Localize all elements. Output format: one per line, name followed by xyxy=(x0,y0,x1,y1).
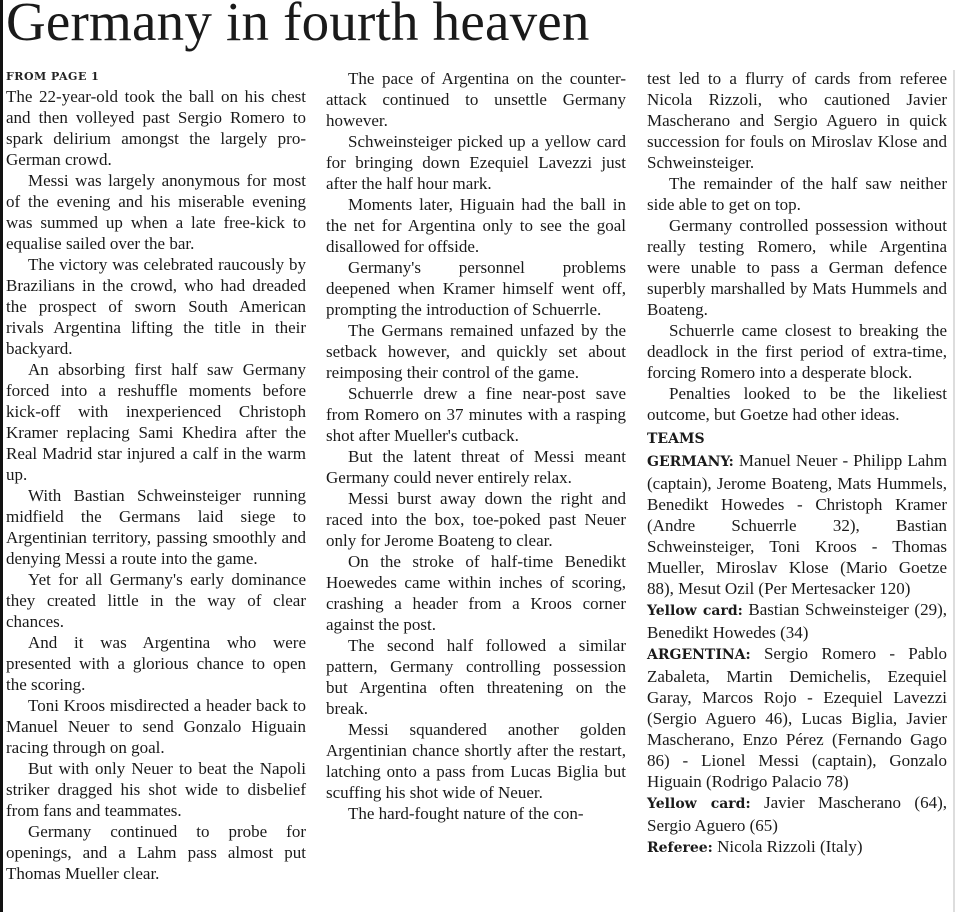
paragraph: The 22-year-old took the ball on his chest and then volleyed past Sergio Romero to spark delirium amongst the largely pro-German crowd. xyxy=(6,87,306,169)
paragraph: And it was Argentina who were presented with a glorious chance to open the scoring. xyxy=(6,633,306,694)
paragraph: Toni Kroos misdirected a header back to Manuel Neuer to send Gonzalo Higuain racing through on goal. xyxy=(6,696,306,757)
germany-yellow-text: Bastian Schweinsteiger (29), Benedikt Howedes (34) xyxy=(647,600,947,642)
referee-text: Nicola Rizzoli (Italy) xyxy=(712,837,863,856)
paragraph: On the stroke of half-time Benedikt Hoewedes came within inches of scoring, crashing a header from a Kroos corner against the post. xyxy=(326,552,626,634)
paragraph: The pace of Argentina on the counter-attack continued to unsettle Germany however. xyxy=(326,69,626,130)
paragraph: The Germans remained unfazed by the setback however, and quickly set about reimposing their control of the game. xyxy=(326,321,626,382)
paragraph: Germany's personnel problems deepened when Kramer himself went off, prompting the introduction of Schuerrle. xyxy=(326,258,626,319)
article-column-1 xyxy=(6,68,306,884)
paragraph: Germany continued to probe for openings, and a Lahm pass almost put Thomas Mueller clear. xyxy=(6,822,306,883)
argentina-yellow-text: Javier Mascherano (64), Sergio Aguero (65) xyxy=(647,793,947,835)
paragraph: Schuerrle drew a fine near-post save from Romero on 37 minutes with a rasping shot after Mueller's cutback. xyxy=(326,384,626,445)
teams-heading: TEAMS xyxy=(647,431,705,447)
germany-lineup-text: Manuel Neuer - Philipp Lahm (captain), Jerome Boateng, Mats Hummels, Benedikt Howedes - Christoph Kramer (Andre Schuerrle 32), Bastian Schweinsteiger, Toni Kroos - Thomas Mueller, Miroslav Klose (Mario Goetze 88), Mesut Ozil (Per Mertesacker 120) xyxy=(647,451,947,598)
referee-line xyxy=(647,836,947,859)
paragraph: But the latent threat of Messi meant Germany could never entirely relax. xyxy=(326,447,626,487)
paragraph: Penalties looked to be the likeliest outcome, but Goetze had other ideas. xyxy=(647,384,947,424)
argentina-lineup-text: Sergio Romero - Pablo Zabaleta, Martin Demichelis, Ezequiel Garay, Marcos Rojo - Ezequiel Lavezzi (Sergio Aguero 46), Lucas Biglia, Javier Mascherano, Enzo Pérez (Fernando Gago 86) - Lionel Messi (captain), Gonzalo Higuain (Rodrigo Palacio 78) xyxy=(647,644,947,791)
paragraph: With Bastian Schweinsteiger running midfield the Germans laid siege to Argentinian territory, passing smoothly and denying Messi a route into the game. xyxy=(6,486,306,568)
right-edge-rule xyxy=(953,70,955,912)
yellow-card-label: Yellow card: xyxy=(647,603,743,619)
germany-lineup xyxy=(647,450,947,599)
argentina-yellow-cards xyxy=(647,792,947,836)
paragraph: Moments later, Higuain had the ball in the net for Argentina only to see the goal disallowed for offside. xyxy=(326,195,626,256)
yellow-card-label: Yellow card: xyxy=(647,796,751,812)
article-headline: Germany in fourth heaven xyxy=(6,0,590,52)
paragraph: But with only Neuer to beat the Napoli striker dragged his shot wide to disbelief from fans and teammates. xyxy=(6,759,306,820)
paragraph: test led to a flurry of cards from referee Nicola Rizzoli, who cautioned Javier Mascherano and Sergio Aguero in quick succession for fouls on Miroslav Klose and Schweinsteiger. xyxy=(647,69,947,172)
page-kicker: FROM PAGE 1 xyxy=(6,70,100,83)
paragraph: The remainder of the half saw neither side able to get on top. xyxy=(647,174,947,214)
paragraph: Messi was largely anonymous for most of the evening and his miserable evening was summed up when a late free-kick to equalise sailed over the bar. xyxy=(6,171,306,253)
argentina-lineup xyxy=(647,643,947,792)
argentina-label: ARGENTINA: xyxy=(647,647,751,663)
paragraph: Messi burst away down the right and raced into the box, toe-poked past Neuer only for Jerome Boateng to clear. xyxy=(326,489,626,550)
paragraph: An absorbing first half saw Germany forced into a reshuffle moments before kick-off with inexperienced Christoph Kramer replacing Sami Khedira after the Real Madrid star injured a calf in the warm up. xyxy=(6,360,306,484)
paragraph: The hard-fought nature of the con- xyxy=(348,804,584,823)
left-edge-rule xyxy=(0,0,3,912)
referee-label: Referee: xyxy=(647,840,713,856)
germany-label: GERMANY: xyxy=(647,454,734,470)
article-column-2 xyxy=(326,68,626,824)
paragraph: Schweinsteiger picked up a yellow card for bringing down Ezequiel Lavezzi just after the half hour mark. xyxy=(326,132,626,193)
paragraph: Messi squandered another golden Argentinian chance shortly after the restart, latching onto a pass from Lucas Biglia but scuffing his shot wide of Neuer. xyxy=(326,720,626,802)
teams-section xyxy=(647,450,947,859)
article-column-3 xyxy=(647,68,947,859)
paragraph: Germany controlled possession without really testing Romero, while Argentina were unable to pass a German defence superbly marshalled by Mats Hummels and Boateng. xyxy=(647,216,947,319)
paragraph: Yet for all Germany's early dominance they created little in the way of clear chances. xyxy=(6,570,306,631)
paragraph: Schuerrle came closest to breaking the deadlock in the first period of extra-time, forcing Romero into a desperate block. xyxy=(647,321,947,382)
paragraph: The victory was celebrated raucously by Brazilians in the crowd, who had dreaded the prospect of sworn South American rivals Argentina lifting the title in their backyard. xyxy=(6,255,306,358)
germany-yellow-cards xyxy=(647,599,947,643)
paragraph: The second half followed a similar pattern, Germany controlling possession but Argentina often threatening on the break. xyxy=(326,636,626,718)
